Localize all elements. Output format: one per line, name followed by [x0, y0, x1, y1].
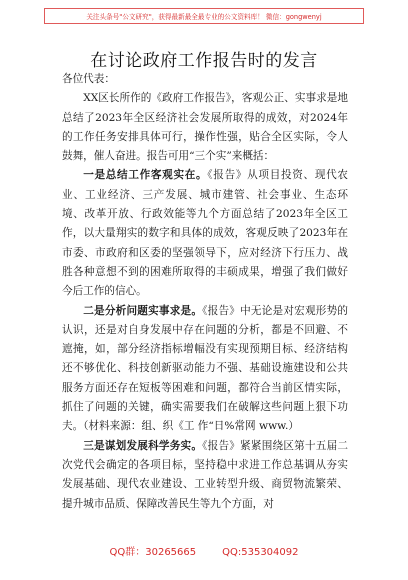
section-text-2: 《报告》中无论是对宏观形势的认识，还是对自身发展中存在问题的分析，都是不回避、不遮掩，如，部分经济指标增幅没有实现预期目标、经济结构还不够优化、科技创新驱动能力不强、基础设施建设和公共服务方面还存在短板等困难和问题，都符合当前区情实际，抓住了问题的关键，确实需要我们在破解这些问题上狠下功夫。（材料来源：组、织《工 作“日%常网 www.） [62, 304, 349, 433]
section-lead-1: 一是总结工作客观实在。 [83, 169, 208, 182]
header-banner: 关注头条号"公文研究"，获得最新最全最专业的公文资料库！ 微信：gongwenyj [44, 8, 364, 24]
page-footer [0, 543, 408, 558]
page-title: 在讨论政府工作报告时的发言 [90, 51, 318, 71]
footer-qq-group: QQ群：30265665 [109, 547, 197, 558]
section-paragraph-1 [62, 166, 348, 301]
section-lead-2: 二是分析问题实事求是。 [83, 304, 203, 317]
section-paragraph-3 [62, 437, 348, 514]
section-lead-3: 三是谋划发展科学务实。 [83, 439, 203, 452]
footer-qq: QQ:535304092 [222, 547, 299, 558]
intro-paragraph: XX区长所作的《政府工作报告》，客观公正、实事求是地总结了2023年全区经济社会发展所取得的成效，对2024年的工作任务安排具体可行，操作性强，贴合全区实际，令人鼓舞，催人奋进。报告可用“三个实”来概括： [62, 92, 348, 163]
document-body [62, 70, 348, 514]
section-text-1: 《报告》从项目投资、现代农业、工业经济、三产发展、城市建管、社会事业、生态环境、改革开放、行政效能等九个方面总结了2023年全区工作，以大量翔实的数字和具体的成效，客观反映了2023年在市委、市政府和区委的坚强领导下，应对经济下行压力、战胜各种意想不到的困难所取得的丰硕成果，增强了我们做好今后工作的信心。 [62, 169, 349, 298]
section-paragraph-2 [62, 302, 348, 437]
salutation: 各位代表： [62, 73, 115, 85]
section-text-3: 《报告》紧紧围绕区第十五届二次党代会确定的各项目标，坚持稳中求进工作总基调从夯实发展基础、现代农业建设、工业转型升级、商贸物流繁荣、提升城市品质、保障改善民生等九个方面，对 [62, 439, 349, 510]
